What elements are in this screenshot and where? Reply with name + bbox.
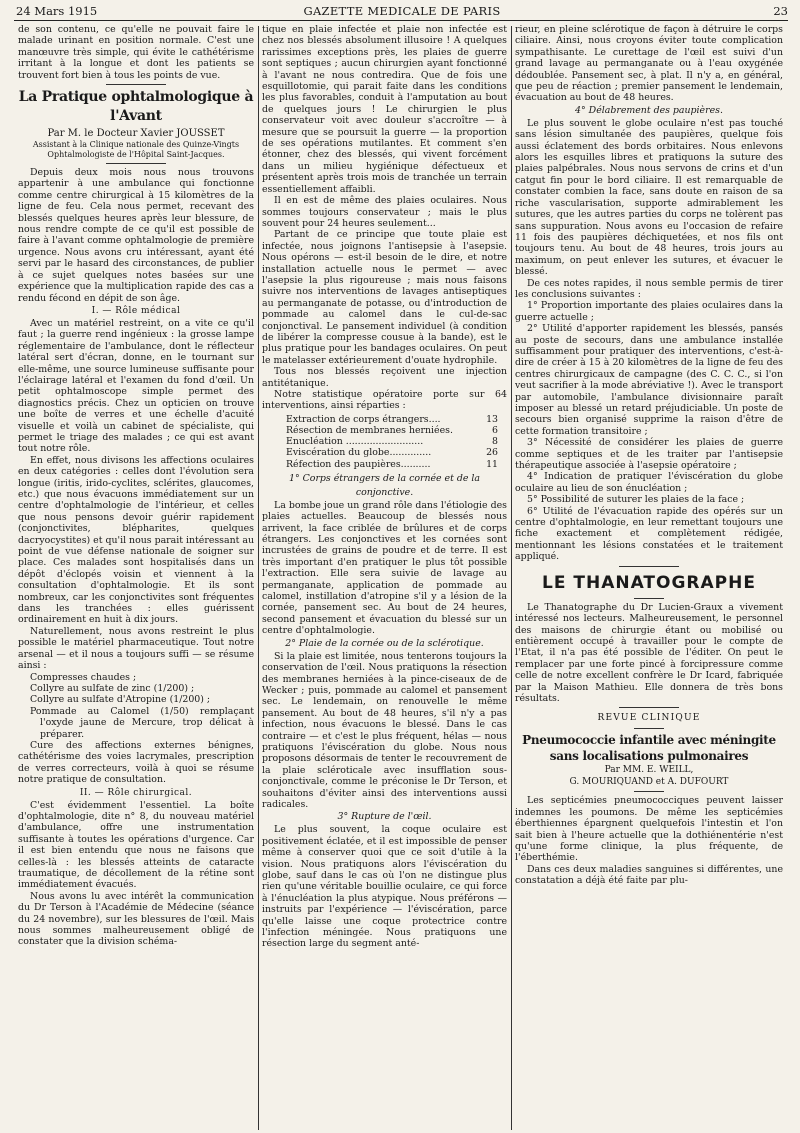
separator <box>634 598 664 599</box>
stat-label: Résection de membranes herniées. <box>286 425 453 437</box>
paragraph: C'est évidemment l'essentiel. La boîte d'ophtalmologie, dite n° 8, du nouveau matériel d'ambulance, offre une instrumentation suffisante à toutes les opérations d'urgence. Car il est bien entendu que nous ne faisons que celles-là : les blessés atteints de cataracte traumatique, de décollement de la rétine sont immédiatement évacués. <box>18 799 254 891</box>
remedy-item: Compresses chaudes ; <box>30 671 137 683</box>
separator <box>634 728 664 729</box>
paragraph: Le plus souvent, la coque oculaire est positivement éclatée, et il est impossible de penser même à conserver quoi que ce soit d'utile à la vision. Nous pratiquons alors l'éviscération du globe, sauf dans le cas où l'on ne distingue plus rien qu'une véritable bouillie oculaire, ce qui force à l'énucléation la plus atypique. Nous préférons — instruits par l'expérience — l'éviscération, parce qu'elle laisse une coque protectrice contre l'infection méningée. Nous pratiquons une résection large du segment anté- <box>262 824 507 950</box>
stat-label: Enucléation .......................... <box>286 436 424 448</box>
paragraph: Si la plaie est limitée, nous tenterons toujours la conservation de l'œil. Nous pratiquons la résection des membranes herniées à la pince-ciseaux de de Wecker ; puis, pommade au calomel et pansement sec. Le lendemain, on renouvelle le même pansement. Au bout de 48 heures, s'il n'y a pas infection, nous évacuons le blessé. Dans le cas contraire — et c'est le plus fréquent, hélas — nous pratiquons l'éviscération du globe. Nous nous proposons désormais de tenter le recouvrement de la plaie scléroticale avec insufflation sous-conjonctivale, comme le préconise le Dr Terson, et souhaitons d'éviter ainsi des interventions aussi radicales. <box>262 650 507 810</box>
paragraph: Notre statistique opératoire porte sur 64 interventions, ainsi réparties : <box>262 389 507 412</box>
paragraph: De ces notes rapides, il nous semble permis de tirer les conclusions suivantes : <box>515 277 783 300</box>
header-date: 24 Mars 1915 <box>16 4 98 18</box>
article-subtitle: sans localisations pulmonaires <box>549 749 749 764</box>
paragraph: En effet, nous divisons les affections oculaires en deux catégories : celles dont l'évolution sera longue (iritis, irido-cyclites, sclérites, glaucomes, etc.) que nous évacuons immédiatement sur un centre d'ophtalmologie de l'intérieur, et celles que nous pensons devoir guérir rapidement (conjonctivites, blépharites, quelques dacryocystites) et qu'il nous parait intéressant au point de vue défense nationale de soigner sur place. Ces malades sont hospitalisés dans un dépôt d'éclopés voisin et viennent à la consultation d'ophtalmologie. Et ils sont nombreux, car les conjonctivites sont fréquentes dans les tranchées : elles guérissent ordinairement en huit à dix jours. <box>18 454 254 626</box>
paragraph: rieur, en pleine sclérotique de façon à détruire le corps ciliaire. Ainsi, nous croyons éviter toute complication sympathisante. Le curettage de l'œil est suivi d'un grand lavage au permanganate ou à l'eau oxygénée dédoublée. Pansement sec, à plat. Il n'y a, en général, que peu de réaction ; premier pansement le lendemain, évacuation au bout de 48 heures. <box>515 24 783 104</box>
subsection-heading: 4° Délabrement des paupières. <box>575 104 723 116</box>
stat-label: Extraction de corps étrangers.... <box>286 413 441 425</box>
paragraph: Il en est de même des plaies oculaires. Nous sommes toujours conservateur ; mais le plus souvent pour 24 heures seulement... <box>262 195 507 229</box>
paragraph: Les septicémies pneumococciques peuvent laisser indemnes les poumons. De même les septicémies éberthiennes épargnent quelquefois l'intestin et l'on sait bien à l'heure actuelle que la dothiénentérie n'est qu'une forme clinique, la plus fréquente, de l'éberthémie. <box>515 795 783 864</box>
separator <box>106 163 166 164</box>
header-rule <box>14 20 788 21</box>
conclusion-item: 4° Indication de pratiquer l'éviscération du globe oculaire au lieu de son énucléation ; <box>515 471 783 494</box>
author-affiliation: Ophtalmologiste de l'Hôpital Saint-Jacques. <box>47 150 225 160</box>
separator <box>106 84 166 85</box>
table-row <box>286 436 498 447</box>
table-row <box>286 414 498 425</box>
subsection-heading: 1° Corps étrangers de la cornée et de la conjonctive. <box>289 472 480 498</box>
remedy-item: Collyre au sulfate d'Atropine (1/200) ; <box>30 694 211 706</box>
column-divider <box>511 26 512 1130</box>
paragraph: Nous avons lu avec intérêt la communication du Dr Terson à l'Académie de Médecine (séance du 24 novembre), sur les blessures de l'œil. Mais nous sommes malheureusement obligé de constater que la division schéma- <box>18 890 254 948</box>
column-1 <box>18 24 254 1130</box>
paragraph: Depuis deux mois nous nous trouvons appartenir à une ambulance qui fonctionne comme centre chirurgical à 15 kilomètres de la ligne de feu. Cela nous permet, recevant des blessés quelques heures après leur blessure, de nous rendre compte de ce qu'il est possible de faire à l'avant comme ophtalmologie de première urgence. Nous avons cru intéressant, ayant été servi par le hasard des circonstances, de publier à ce sujet quelques notes basées sur une expérience que la multiplication rapide des cas a rendu fécond en dépit de son âge. <box>18 167 254 304</box>
header-page-number: 23 <box>773 4 788 18</box>
section-heading: I. — Rôle médical <box>91 305 181 316</box>
stat-value: 8 <box>492 436 498 448</box>
section-label: REVUE CLINIQUE <box>597 713 701 724</box>
conclusion-item: 2° Utilité d'apporter rapidement les blessés, pansés au poste de secours, dans une ambulance installée suffisamment pour pratiquer des interventions, c'est-à-dire de créer à 15 à 20 kilomètres de la ligne de feu des centres chirurgicaux de campagne (des C. C. C., si l'on veut sacrifier à la mode abréviative !). Avec le transport par automobile, l'ambulance divisionnaire paraît imposer au blessé un retard préjudiciable. Un poste de secours bien organisé supprime la raison d'être de cette formation transitoire ; <box>515 323 783 437</box>
paragraph: Le Thanatographe du Dr Lucien-Graux a vivement intéressé nos lecteurs. Malheureusement, le personnel des maisons de chirurgie étant ou mobilisé ou entièrement occupé à travailler pour le compte de l'Etat, il n'a pas été possible de l'éditer. On peut le remplacer par une forte pincé à forcipressure comme celle de notre excellent confrère le Dr Icard, fabriquée par la Maison Mathieu. Elle donnera de très bons résultats. <box>515 601 783 704</box>
author-affiliation: Assistant à la Clinique nationale des Quinze-Vingts <box>32 140 240 150</box>
column-2 <box>262 24 507 1130</box>
header-journal-title: GAZETTE MEDICALE DE PARIS <box>303 4 501 18</box>
section-heading: II. — Rôle chirurgical. <box>79 787 193 798</box>
paragraph: Le plus souvent le globe oculaire n'est pas touché sans lésion simultanée des paupières, quelque fois aussi éclatement des bords orbitaires. Nous enlevons alors les esquilles libres et pratiquons la suture des plaies palpébrales. Nous nous servons de crins et d'un catgut fin pour le bord ciliaire. Il est remarquable de constater combien la face, sans doute en raison de sa riche vascularisation, supporte admirablement les sutures, que les autres parties du corps ne tolèrent pas sans suppuration. Nous avons eu l'occasion de refaire 11 fois des paupières déchiquetées, et nos fils ont toujours tenu. Au bout de 48 heures, trois jours au maximum, on peut enlever les sutures, et évacuer le blessé. <box>515 117 783 278</box>
article-title: La Pratique ophtalmologique à l'Avant <box>18 89 254 125</box>
paragraph: Partant de ce principe que toute plaie est infectée, nous joignons l'antisepsie à l'asepsie. Nous opérons — est-il besoin de le dire, et notre installation actuelle nous le permet — avec l'asepsie la plus rigoureuse ; mais nous faisons suivre nos interventions de lavages antiseptiques au permanganate de potasse, ou d'introduction de pommade au calomel dans le cul-de-sac conjonctival. Le pansement individuel (à condition de libérer la compresse cousue à la bande), est le plus pratique pour les bandages oculaires. On peut le matelasser extérieurement d'ouate hydrophile. <box>262 229 507 366</box>
column-divider <box>258 26 259 1130</box>
paragraph: Naturellement, nous avons restreint le plus possible le matériel pharmaceutique. Tout notre arsenal — et il nous a toujours suffi — se résume ainsi : <box>18 625 254 672</box>
stat-value: 6 <box>492 425 498 437</box>
paragraph: de son contenu, ce qu'elle ne pouvait faire le malade urinant en position normale. C'est une manœuvre très simple, qui évite le cathétérisme irritant à la longue et dont les patients se trouvent fort bien à tous les points de vue. <box>18 24 254 81</box>
paragraph: Tous nos blessés reçoivent une injection antitétanique. <box>262 366 507 389</box>
table-row <box>286 425 498 436</box>
operations-table <box>286 414 498 470</box>
separator <box>634 791 664 792</box>
conclusion-item: 1° Proportion importante des plaies oculaires dans la guerre actuelle ; <box>515 300 783 323</box>
paragraph: Avec un matériel restreint, on a vite ce qu'il faut ; la guerre rend ingénieux : la grosse lampe réglementaire de l'ambulance, dont le réflecteur latéral sert d'écran, donne, en le tournant sur elle-même, une source lumineuse suffisante pour l'éclairage latéral et l'examen du fond d'œil. Un petit ophtalmoscope simple permet des diagnostics précis. Chez un opticien on trouve une boîte de verres et une échelle d'acuité visuelle et voilà un cabinet de spécialiste, qui permet le triage des malades ; ce qui est avant tout notre rôle. <box>18 317 254 455</box>
separator <box>619 707 679 708</box>
separator <box>619 566 679 567</box>
table-row <box>286 447 498 458</box>
stat-value: 26 <box>486 447 498 459</box>
table-row <box>286 459 498 470</box>
column-3 <box>515 24 783 1130</box>
article-byline: Par M. le Docteur Xavier JOUSSET <box>47 128 225 140</box>
stat-value: 13 <box>486 413 498 425</box>
subsection-heading: 2° Plaie de la cornée ou de la sclérotique. <box>285 637 484 649</box>
paragraph: La bombe joue un grand rôle dans l'étiologie des plaies actuelles. Beaucoup de blessés nous arrivent, la face criblée de brûlures et de corps étrangers. Les conjonctives et les cornées sont incrustées de grains de poudre et de terre. Il est très important d'en pratiquer le plus tôt possible l'extraction. Elle sera suivie de lavage au permanganate, application de pommade au calomel, instillation d'atropine s'il y a lésion de la cornée, pansement sec. Au bout de 24 heures, second pansement et évacuation du blessé sur un centre d'ophtalmologie. <box>262 499 507 637</box>
stat-label: Réfection des paupières.......... <box>286 458 431 470</box>
remedy-item: Collyre au sulfate de zinc (1/200) ; <box>30 682 195 694</box>
page-header <box>16 4 788 19</box>
paragraph: tique en plaie infectée et plaie non infectée est chez nos blessés absolument illusoire ! A quelques rarissimes exceptions près, les plaies de guerre sont septiques ; aucun chirurgien ayant fonctionné à l'avant ne nous contredira. Que de fois une esquillotomie, qui parait faite dans les conditions les plus favorables, conduit à l'amputation au bout de quelques jours ! Le chirurgien le plus conservateur voit avec douleur s'accroître — à mesure que se poursuit la guerre — la proportion de ses opérations mutilantes. Et comment s'en étonner, chez des blessés, qui vivent forcément dans un milieu hygiénique défectueux et présentent après trois mois de tranchée un terrain essentiellement affaibli. <box>262 24 507 195</box>
article-byline: Par MM. E. WEILL, <box>604 765 694 776</box>
conclusion-item: 6° Utilité de l'évacuation rapide des opérés sur un centre d'ophtalmologie, en leur remettant toujours une fiche exactement et complètement rédigée, mentionnant les lésions constatées et le traitement appliqué. <box>515 505 783 563</box>
stat-label: Eviscération du globe.............. <box>286 447 432 459</box>
paragraph: Dans ces deux maladies sanguines si différentes, une constatation a déjà été faite par plu- <box>515 863 783 887</box>
article-title: Pneumococcie infantile avec méningite <box>522 733 776 748</box>
subsection-heading: 3° Rupture de l'œil. <box>337 811 432 823</box>
remedy-item: Pommade au Calomel (1/50) remplaçant l'oxyde jaune de Mercure, trop délicat à préparer. <box>30 705 254 740</box>
conclusion-item: 3° Nécessité de considérer les plaies de guerre comme septiques et de les traiter par l'antisepsie thérapeutique associée à l'asepsie opératoire ; <box>515 437 783 472</box>
article-byline: G. MOURIQUAND et A. DUFOURT <box>569 777 729 788</box>
stat-value: 11 <box>486 458 498 470</box>
thanatographe-title: LE THANATOGRAPHE <box>542 572 756 593</box>
conclusion-item: 5° Possibilité de suturer les plaies de la face ; <box>527 494 745 506</box>
paragraph: Cure des affections externes bénignes, cathétérisme des voies lacrymales, prescription de verres correcteurs, voilà à quoi se résume notre pratique de consultation. <box>18 739 254 786</box>
